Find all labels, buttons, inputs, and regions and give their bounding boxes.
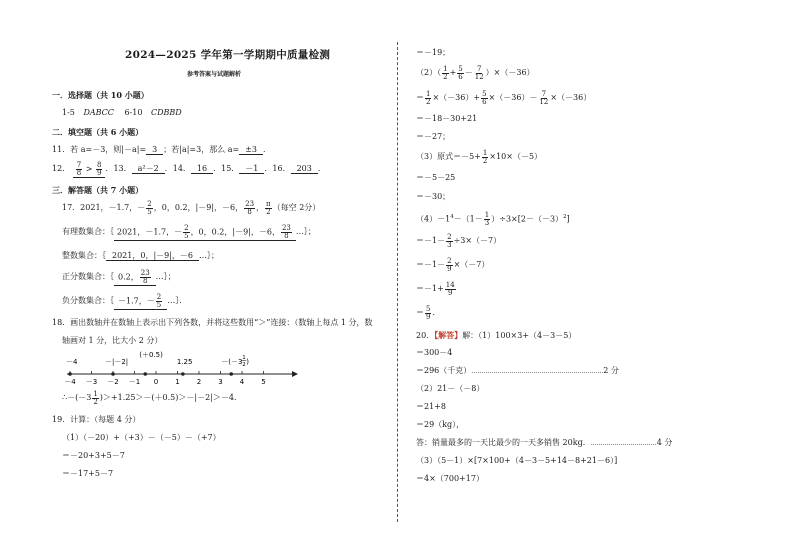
- set-rational: 有理数集合：｛ 2021，－1.7，－ $\frac{2}{5}$ ，0，0.2，|－9|，－6， $\frac{23}{8}$ …｝；: [62, 223, 316, 240]
- r-line-5: ＝－27；: [416, 132, 451, 141]
- axis-tick-label: 3: [218, 378, 223, 386]
- r-line-6: （3）原式＝－5+ $\frac{1}{2}$ ×10×（－5）: [416, 148, 543, 165]
- axis-tick-label: 5: [261, 378, 266, 386]
- axis-tick-label: －1: [128, 378, 141, 386]
- axis-tick-label: 2: [196, 378, 202, 386]
- page-subtitle: 参考答案与试题解析: [187, 71, 242, 78]
- q19-step-2: ＝－17+5－7: [62, 469, 114, 478]
- r-line-4: ＝－18－30+21: [416, 114, 478, 123]
- question-19-heading: 19．计算：（每题 4 分）: [52, 415, 141, 424]
- choice-answers: 1-5 DABCC 6-10 CDBBD: [62, 108, 182, 117]
- plotted-point: [68, 372, 72, 376]
- section-fill-heading: 二．填空题（共 6 小题）: [52, 127, 144, 137]
- plotted-point: [229, 372, 233, 376]
- axis-tick-label: －4: [64, 378, 76, 386]
- set-positive-fraction: 正分数集合：｛ 0.2， $\frac{23}{8}$ …｝；: [62, 268, 176, 285]
- column-divider: [397, 42, 398, 522]
- question-18-conclusion: ∴－(－3 $\frac{1}{2}$ )＞+1.25＞－(＋0.5)＞－|－2|＞－4．: [62, 389, 242, 406]
- q19-step-1: ＝－20+3+5－7: [62, 451, 125, 460]
- r-line-16: ＝296（千克）…………………………………………………………2 分: [416, 366, 619, 375]
- r-line-22: ＝4×（700+17）: [416, 474, 484, 483]
- r-line-8: ＝－30；: [416, 192, 451, 201]
- plotted-point: [143, 372, 147, 376]
- r-line-18: ＝21+8: [416, 402, 446, 411]
- page-title: 2024—2025 学年第一学期期中质量检测: [125, 49, 331, 61]
- point-label-frac-num: 1: [242, 355, 246, 361]
- r-line-11: ＝－1－ $\frac{2}{9}$ ×（－7）: [416, 256, 490, 273]
- section-choice-heading: 一．选择题（共 10 小题）: [52, 90, 149, 100]
- question-17: 17．2021，－1.7，－ $\frac{2}{5}$ ，0，0.2，|－9|，－6， $\frac{23}{8}$ ， $\frac{\pi}{2}$ （每空 2分）: [62, 199, 321, 216]
- question-11: 11．若 a=－3，则|－a|= 3 ；若|a|=3，那么 a= ±3 ．: [52, 145, 272, 154]
- point-label-neg-neg3: －(－3: [221, 358, 243, 366]
- point-label-1-25: 1.25: [176, 358, 193, 366]
- axis-tick-label: 0: [153, 378, 159, 386]
- axis-tick-label: －2: [107, 378, 119, 386]
- r-line-9: $(4)-1^4-(1-$ $\frac{1}{3}$ ）$\div 3\times[2-(-3)^2]$: [416, 211, 570, 228]
- r-line-20: 答：销量最多的一天比最少的一天多销售 20kg．……………………………4 分: [416, 438, 673, 447]
- r-line-7: ＝－5－25: [416, 173, 456, 182]
- point-label-abs-neg2: －|－2|: [105, 358, 129, 366]
- axis-tick-label: －3: [85, 378, 98, 386]
- r-line-13: ＝ $\frac{5}{9}$ ．: [416, 304, 441, 321]
- point-label-close-paren: ): [246, 358, 249, 366]
- point-label-frac-den: 2: [242, 362, 246, 368]
- r-line-3: ＝ $\frac{1}{2}$ ×（－36）+ $\frac{5}{6}$ ×（－36）－ $\frac{7}{12}$ ×（－36）: [416, 89, 592, 106]
- question-12-16: 12． $\frac{7}{8}$ > $\frac{8}{9}$ ．13． a²－2 ．14． 16 ．15． －1 ．16． 203 ．: [52, 160, 326, 177]
- set-negative-fraction: 负分数集合：｛ －1.7，－ $\frac{2}{5}$ …｝．: [62, 292, 188, 309]
- r-line-10: ＝－1－ $\frac{2}{3}$ ÷3×（－7）: [416, 232, 502, 249]
- section-answer-heading: 三．解答题（共 7 小题）: [52, 185, 144, 195]
- r-line-1: ＝－19；: [416, 48, 451, 57]
- plotted-point: [111, 372, 115, 376]
- r-line-12: ＝－1+ $\frac{14}{9}$: [416, 280, 455, 297]
- r-line-21: （3）（5－1）×[7×100+（4－3－5+14－8+21－6）]: [416, 456, 618, 465]
- r-line-19: ＝29（kg），: [416, 420, 465, 429]
- set-integer: 整数集合：｛ 2021，0，|－9|，－6 …｝；: [62, 251, 220, 260]
- question-18-line-1: 18．画出数轴并在数轴上表示出下列各数，并将这些数用“＞”连接：（数轴上每点 1 分，数: [52, 318, 373, 327]
- point-label-neg4: －4: [66, 358, 78, 366]
- plotted-point: [181, 372, 185, 376]
- axis-tick-label: 4: [239, 378, 245, 386]
- r-line-15: ＝300－4: [416, 348, 453, 357]
- number-line: [62, 350, 302, 390]
- axis-arrow-icon: [292, 371, 298, 377]
- axis-tick-label: 1: [175, 378, 180, 386]
- q19-part-1: （1）（－20）+（+3）－（－5）－（+7）: [62, 433, 221, 442]
- point-label-plus-half: (＋0.5): [139, 351, 163, 359]
- question-18-line-2: 轴画对 1 分，比大小 2 分）: [62, 336, 163, 345]
- question-20: 20．【解答】解：（1）100×3+（4－3－5）: [416, 330, 577, 340]
- r-line-17: （2）21－（－8）: [416, 384, 485, 393]
- r-line-2: （2）（ $\frac{1}{2}$ + $\frac{5}{6}$ － $\frac{7}{12}$ ）×（－36）: [416, 64, 535, 81]
